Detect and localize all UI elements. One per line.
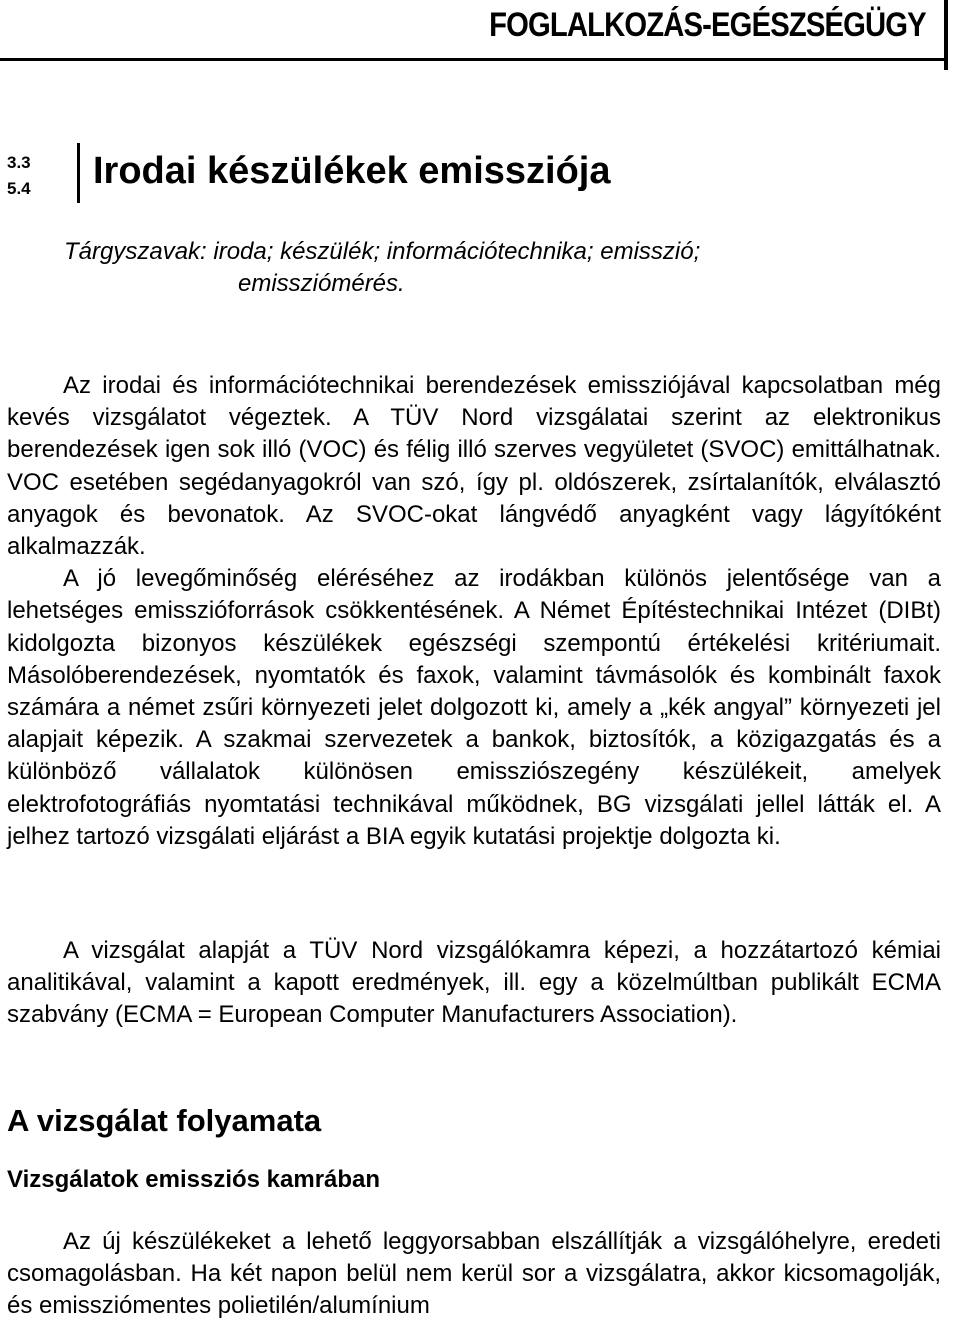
section-numbers (7, 150, 31, 202)
section-divider-bar (77, 143, 80, 203)
paragraph-2: A jó levegőminőség eléréséhez az irodákban különös jelentősége van a lehetséges emisszióforrások csökkentésének. A Német Építéstechnikai Intézet (DIBt) kidolgozta bizonyos készülékek egészségi szempontú értékelési kritériumait. Másolóberendezések, nyomtatók és faxok, valamint távmásolók és kombinált faxok számára a német zsűri környezeti jelet dolgozott ki, amely a „kék angyal” környezeti jel alapjait képezik. A szakmai szervezetek a bankok, biztosítók, a közigazgatás és a különböző vállalatok különösen emissziószegény készülékeit, amelyek elektrofotográfiás nyomtatási technikával működnek, BG vizsgálati jellel látták el. A jelhez tartozó vizsgálati eljárást a BIA egyik kutatási projektje dolgozta ki. (7, 565, 941, 850)
section-number-top: 3.3 (7, 153, 31, 172)
section-title: Irodai készülékek emissziója (93, 150, 611, 192)
body-block-3 (7, 1226, 941, 1323)
body-block-1 (7, 370, 941, 853)
section-number-bottom: 5.4 (7, 179, 31, 198)
running-header-title: FOGLALKOZÁS-EGÉSZSÉGÜGY (489, 6, 926, 44)
heading-process: A vizsgálat folyamata (7, 1103, 322, 1138)
keywords (64, 236, 864, 300)
paragraph-4: Az új készülékeket a lehető leggyorsabban elszállítják a vizsgálóhelyre, eredeti csomagolásban. Ha két napon belül nem kerül sor a vizsgálatra, akkor kicsomagolják, és emissziómentes polietilén/alumínium (7, 1228, 941, 1320)
subheading-chamber: Vizsgálatok emissziós kamrában (7, 1166, 381, 1193)
header-horizontal-rule (0, 58, 948, 61)
body-block-2 (7, 935, 941, 1032)
running-header (0, 0, 960, 70)
paragraph-1: Az irodai és információtechnikai berendezések emissziójával kapcsolatban még kevés vizsgálatot végeztek. A TÜV Nord vizsgálatai szerint az elektronikus berendezések igen sok illó (VOC) és félig illó szerves vegyületet (SVOC) emittálhatnak. VOC esetében segédanyagokról van szó, így pl. oldószerek, zsírtalanítók, elválasztó anyagok és bevonatok. Az SVOC-okat lángvédő anyagként vagy lágyítóként alkalmazzák. (7, 372, 941, 561)
keywords-line-1: Tárgyszavak: iroda; készülék; információtechnika; emisszió; (64, 238, 701, 265)
paragraph-3: A vizsgálat alapját a TÜV Nord vizsgálókamra képezi, a hozzátartozó kémiai analitikával, valamint a kapott eredmények, ill. egy a közelmúltban publikált ECMA szabvány (ECMA = European Computer Manufacturers Association). (7, 937, 941, 1029)
keywords-line-2: emissziómérés. (238, 270, 405, 297)
